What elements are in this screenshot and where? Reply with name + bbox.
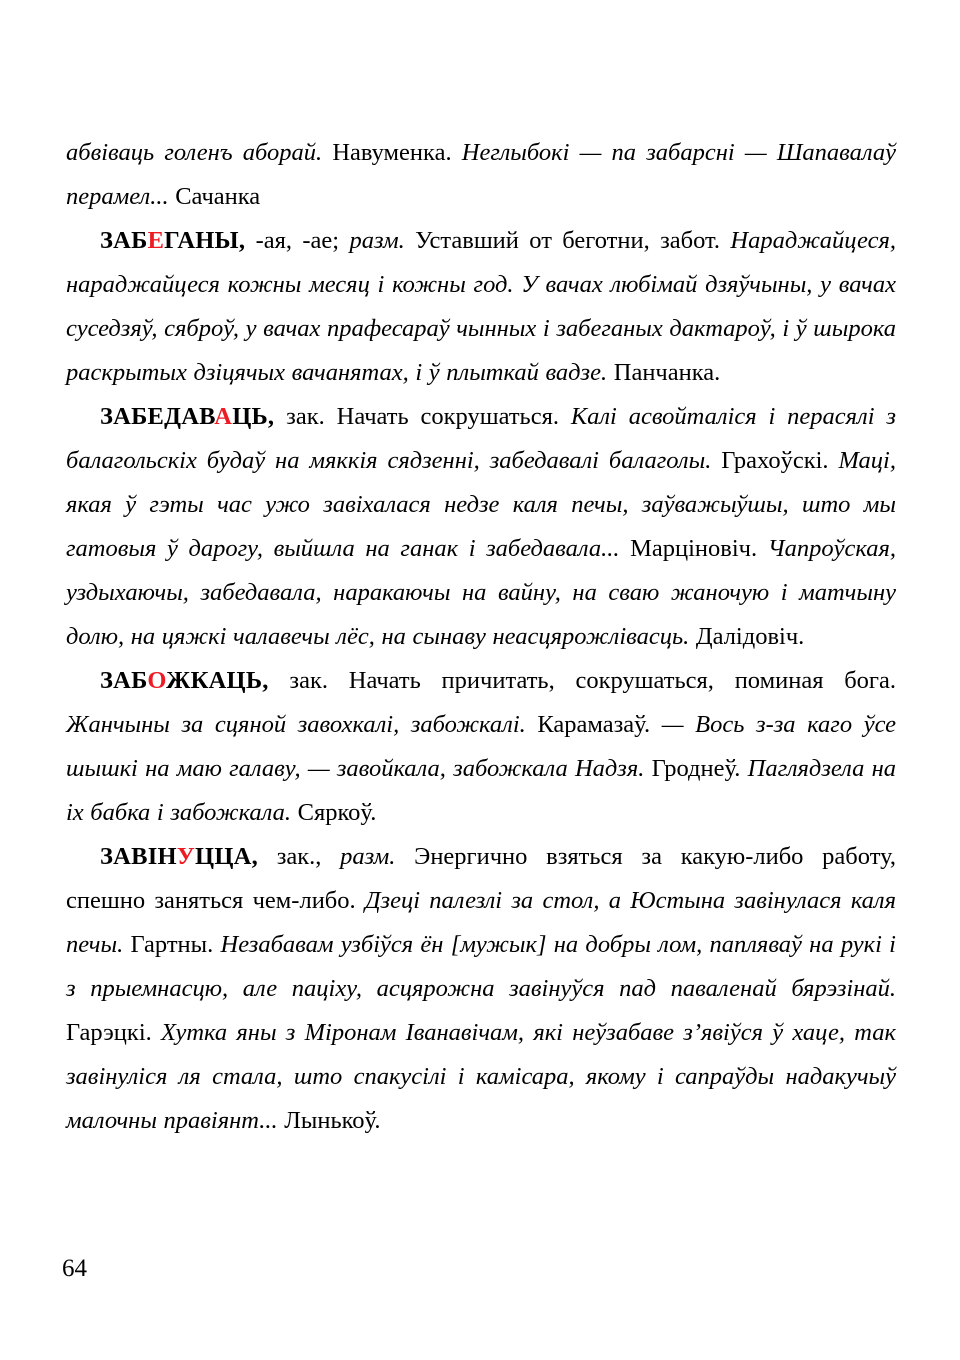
continuation-citation-2: Неглыбокі — па забарсні — Шапавалаў перамел...	[66, 139, 896, 210]
headword-zabedavats	[100, 403, 274, 430]
headword-zabehany	[100, 227, 245, 254]
citation-source: Гроднеў.	[651, 755, 741, 782]
citation-source: Сяркоў.	[297, 799, 377, 826]
stress-vowel: Е	[147, 227, 165, 254]
citation-source: Гарэцкі.	[66, 1019, 152, 1046]
dictionary-entry-zabozhkats	[66, 659, 896, 835]
text-column	[66, 131, 896, 1143]
continuation-source-1: Навуменка.	[332, 139, 452, 166]
citation-text: — Вось з-за каго ўсе шышкі на маю галаву, — завойкала, забожкала Надзя.	[66, 711, 896, 782]
headword-part-post: ГАНЫ,	[164, 227, 246, 254]
citation-source: Лынькоў.	[284, 1107, 381, 1134]
page-number: 64	[62, 1255, 87, 1282]
dictionary-entry-zavinutstsa	[66, 835, 896, 1143]
continuation-source-2: Сачанка	[175, 183, 261, 210]
citation-text: Маці, якая ў гэты час ужо завіхалася недзе каля печы, заўважыўшы, што мы гатовыя ў дарогу, выйшла на ганак і забедавала...	[66, 447, 896, 562]
headword-part-post: ЖКАЦЬ,	[166, 667, 269, 694]
citation-text: Калі асвойталіся і перасялі з балагольскіх будаў на мяккія сядзенні, забедавалі балаголы.	[66, 403, 896, 474]
citation-source: Марціновіч.	[630, 535, 758, 562]
usage-label: зак.	[286, 403, 325, 430]
stress-vowel: О	[147, 667, 167, 694]
headword-part-pre: ЗАБ	[100, 667, 148, 694]
usage-label: зак.,	[276, 843, 322, 870]
usage-label-secondary: разм.	[340, 843, 396, 870]
definition-text: Начать сокрушаться.	[336, 403, 559, 430]
headword-zavinutstsa	[100, 843, 258, 870]
stress-vowel: А	[214, 403, 233, 430]
headword-part-pre: ЗАБ	[100, 227, 148, 254]
citation-text: Дзеці палезлі за стол, а Юстына завінулася каля печы.	[66, 887, 897, 958]
usage-label: зак.	[289, 667, 328, 694]
citation-source: Грахоўскі.	[721, 447, 829, 474]
citation-text: Жанчыны за сцяной завохкалі, забожкалі.	[66, 711, 526, 738]
definition-text: Уставший от беготни, забот.	[415, 227, 721, 254]
headword-part-post: ЦЦА,	[195, 843, 258, 870]
citation-text: Чапроўская, уздыхаючы, забедавала, наракаючы на вайну, на сваю жаночую і матчыну долю, на цяжкі чалавечы лёс, на сынаву неасцярожлівасць.	[66, 535, 896, 650]
dictionary-entry-zabehany	[66, 219, 896, 395]
definition-text: Энергично взяться за какую-либо работу, спешно заняться чем-либо.	[66, 843, 896, 914]
continuation-citation-tail: абвіваць голенъ аборай.	[66, 139, 323, 166]
definition-text: Начать причитать, сокрушаться, поминая бога.	[348, 667, 896, 694]
headword-part-pre: ЗАБЕДАВ	[100, 403, 215, 430]
citation-text: Незабавам узбіўся ён [мужык] на добры лом, папляваў на рукі і з прыемнасцю, але паціху, асцярожна завінуўся пад паваленай бярэзінай.	[66, 931, 896, 1002]
dictionary-entry-zabedavats	[66, 395, 896, 659]
citation-text: Паглядзела на іх бабка і забожкала.	[66, 755, 897, 826]
citation-source: Панчанка.	[613, 359, 721, 386]
citation-text: Хутка яны з Міронам Іванавічам, які неўзабаве з’явіўся ў хаце, так завінуліся ля стала, што спакусілі і камісара, якому і сапраўды надакучыў малочны правіянт...	[66, 1019, 896, 1134]
stress-vowel: У	[176, 843, 196, 870]
citation-source: Гартны.	[130, 931, 214, 958]
citation-source: Далідовіч.	[695, 623, 805, 650]
citation-source: Карамазаў.	[537, 711, 651, 738]
continuation-paragraph	[66, 131, 896, 219]
usage-label: разм.	[349, 227, 405, 254]
headword-zabozhkats	[100, 667, 269, 694]
citation-text: Нараджайцеся, нараджайцеся кожны месяц і кожны год. У вачах любімай дзяўчыны, у вачах суседзяў, сяброў, у вачах прафесараў чынных і забеганых дактароў, і ў шырока раскрытых дзіцячых вачанятах, і ў плыткай вадзе.	[66, 227, 896, 386]
headword-part-post: ЦЬ,	[232, 403, 275, 430]
headword-part-pre: ЗАВІН	[100, 843, 177, 870]
inflection-forms: -ая, -ае;	[255, 227, 340, 254]
